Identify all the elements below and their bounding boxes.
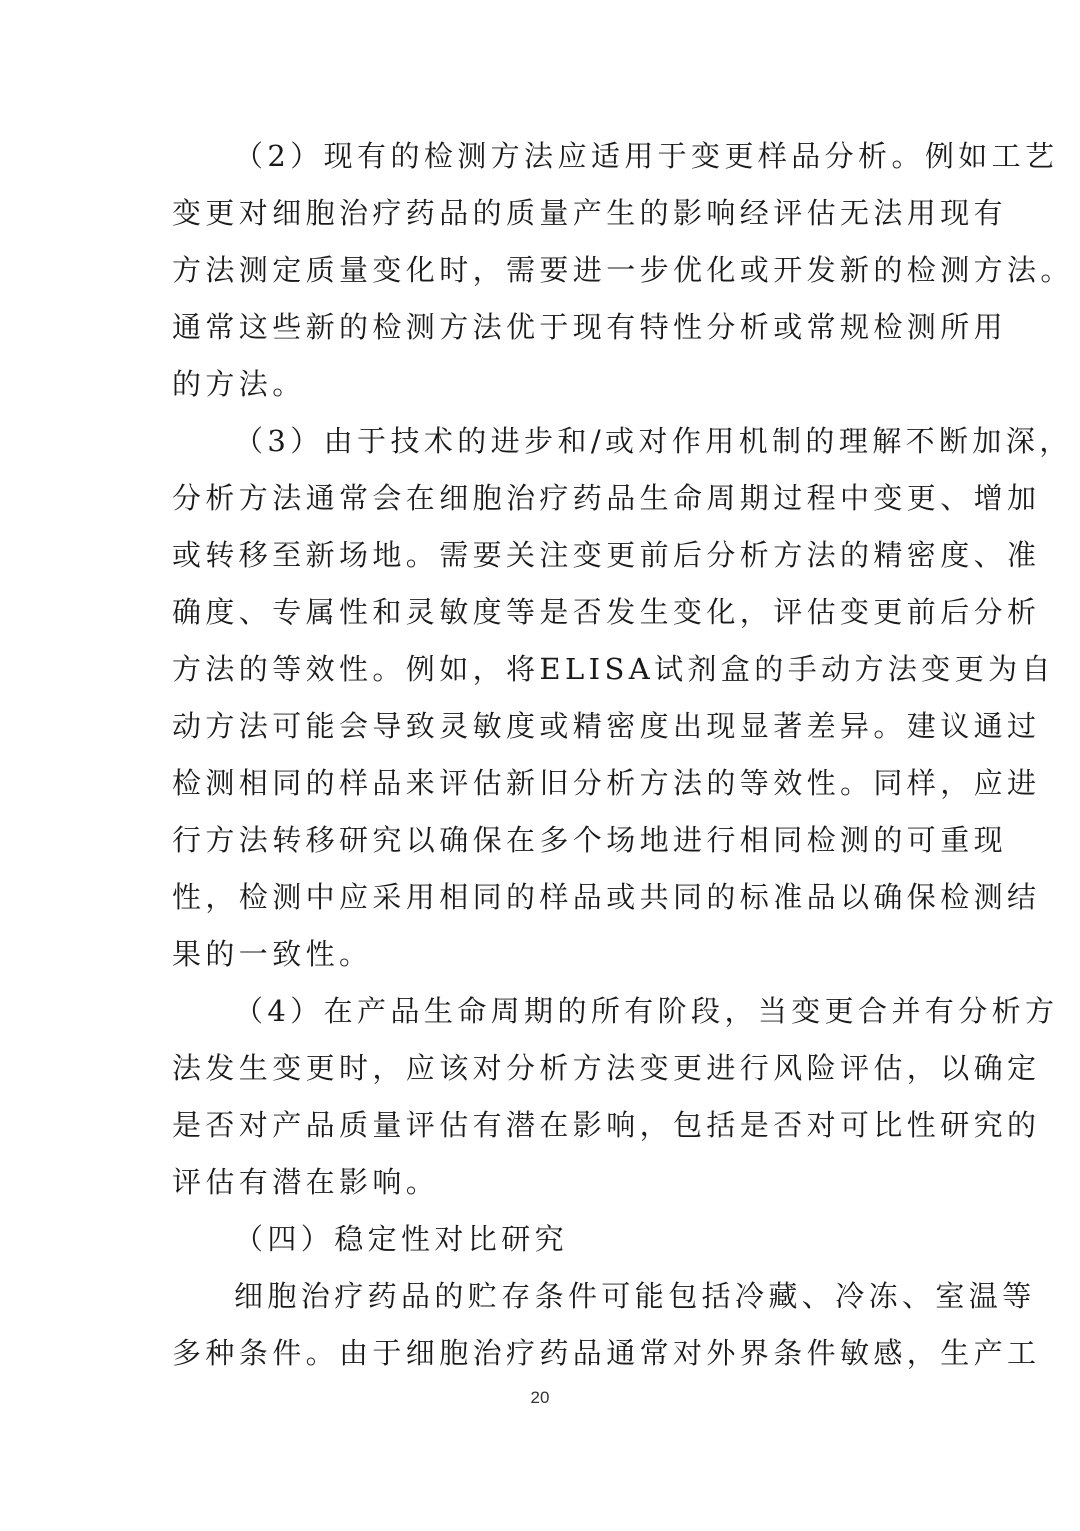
paragraph-2-line-3: 方法测定质量变化时，需要进一步优化或开发新的检测方法。 xyxy=(172,253,1074,287)
paragraph-3-line-1: （3）由于技术的进步和/或对作用机制的理解不断加深， xyxy=(234,424,1073,458)
paragraph-2-line-5: 的方法。 xyxy=(172,367,306,401)
paragraph-3-line-6: 动方法可能会导致灵敏度或精密度出现显著差异。建议通过 xyxy=(172,709,1041,743)
paragraph-3-line-5: 方法的等效性。例如，将ELISA试剂盒的手动方法变更为自 xyxy=(172,652,1055,686)
paragraph-5-line-1: 细胞治疗药品的贮存条件可能包括冷藏、冷冻、室温等 xyxy=(234,1279,1036,1313)
page-number: 20 xyxy=(530,1388,550,1407)
paragraph-2-line-4: 通常这些新的检测方法优于现有特性分析或常规检测所用 xyxy=(172,310,1008,344)
paragraph-3-line-2: 分析方法通常会在细胞治疗药品生命周期过程中变更、增加 xyxy=(172,481,1041,515)
paragraph-3-line-7: 检测相同的样品来评估新旧分析方法的等效性。同样，应进 xyxy=(172,766,1041,800)
paragraph-4-line-4: 评估有潜在影响。 xyxy=(172,1165,440,1199)
paragraph-3-line-3: 或转移至新场地。需要关注变更前后分析方法的精密度、准 xyxy=(172,538,1041,572)
paragraph-3-line-9: 性，检测中应采用相同的样品或共同的标准品以确保检测结 xyxy=(172,880,1041,914)
paragraph-2-line-2: 变更对细胞治疗药品的质量产生的影响经评估无法用现有 xyxy=(172,196,1008,230)
section-heading: （四）稳定性对比研究 xyxy=(234,1222,569,1256)
paragraph-3-line-8: 行方法转移研究以确保在多个场地进行相同检测的可重现 xyxy=(172,823,1008,857)
paragraph-4-line-3: 是否对产品质量评估有潜在影响，包括是否对可比性研究的 xyxy=(172,1108,1041,1142)
paragraph-4-line-1: （4）在产品生命周期的所有阶段，当变更合并有分析方 xyxy=(234,994,1059,1028)
paragraph-3-line-4: 确度、专属性和灵敏度等是否发生变化，评估变更前后分析 xyxy=(172,595,1041,629)
paragraph-5-line-2: 多种条件。由于细胞治疗药品通常对外界条件敏感，生产工 xyxy=(172,1336,1041,1370)
paragraph-4-line-2: 法发生变更时，应该对分析方法变更进行风险评估，以确定 xyxy=(172,1051,1041,1085)
paragraph-3-line-10: 果的一致性。 xyxy=(172,937,373,971)
paragraph-2-line-1: （2）现有的检测方法应适用于变更样品分析。例如工艺 xyxy=(234,139,1059,173)
